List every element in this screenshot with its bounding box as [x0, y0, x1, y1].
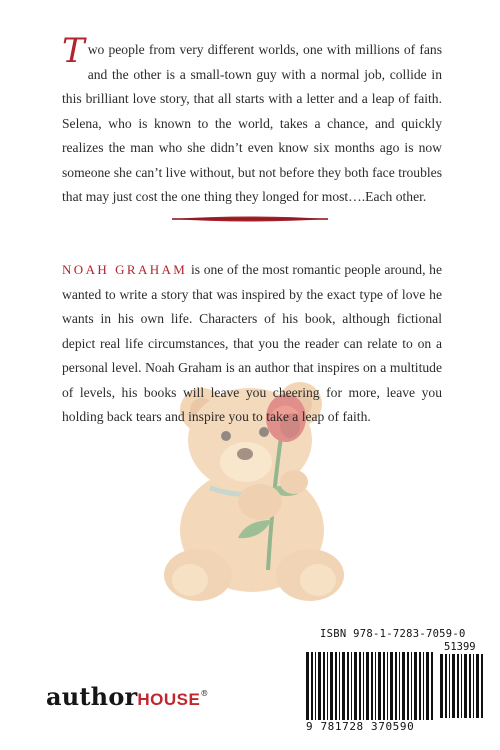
back-cover-blurb: [62, 31, 442, 210]
isbn-barcode: [298, 624, 494, 742]
publisher-logo-house: HOUSE: [137, 690, 201, 709]
ean-number: 9 781728 370590: [306, 720, 415, 733]
ornamental-divider: [172, 212, 328, 226]
publisher-logo-author: author: [46, 682, 138, 711]
blurb-text: wo people from very different worlds, one with millions of fans and the other is a small-town guy with a normal job, collide in this brilliant love story, that all starts with a letter and a leap of faith. Selena, who is known to the world, takes a chance, and quickly realizes the man who she didn’t even know six months ago is now someone she can’t live without, but not before they both face troubles that may just cost the one thing they longed for most….Each other.: [62, 42, 442, 204]
registered-mark: ®: [200, 689, 209, 698]
ean-barcode-bars: [306, 652, 436, 720]
price-code: 51399: [444, 641, 476, 653]
isbn-number: ISBN 978-1-7283-7059-0: [320, 628, 466, 640]
blurb-dropcap: T: [62, 31, 85, 71]
author-name: NOAH GRAHAM: [62, 262, 188, 277]
author-bio: [62, 258, 442, 430]
addon-barcode-bars: [440, 654, 486, 718]
publisher-logo: [46, 682, 209, 711]
bio-text: is one of the most romantic people around, he wanted to write a story that was inspired by the exact type of love he wants in his own life. Characters of his book, although fictional depict real life circumstances, that you the reader can relate to on a personal level. Noah Graham is an author that inspires on a multitude of levels, his books will leave you cheering for more, leave you holding back tears and inspire you to take a leap of faith.: [62, 262, 442, 424]
